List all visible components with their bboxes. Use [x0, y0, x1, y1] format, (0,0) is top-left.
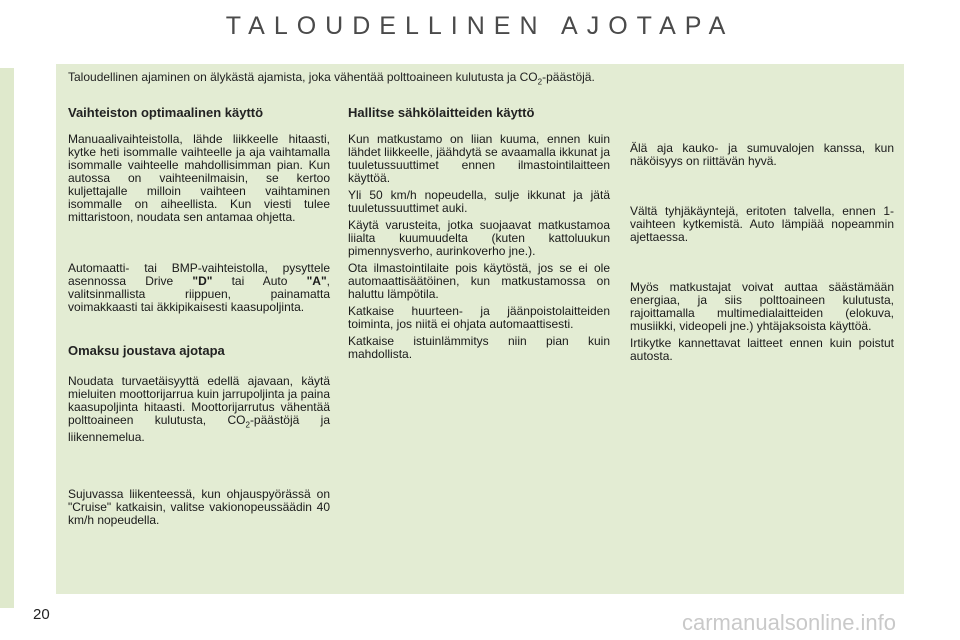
para-electrical-5: Katkaise huurteen- ja jäänpoistolaitteiden toiminta, jos niitä ei ohjata automaattisesti. [348, 304, 610, 331]
para-electrical-6: Katkaise istuinlämmitys niin pian kuin mahdollista. [348, 334, 610, 361]
para-automatic [68, 262, 330, 314]
intro-text-b: -päästöjä. [542, 70, 595, 84]
para-idle: Vältä tyhjäkäyntejä, eritoten talvella, ennen 1-vaihteen kytkemistä. Auto lämpiää nopeammin ajettaessa. [630, 204, 894, 244]
para-lights: Älä aja kauko- ja sumuvalojen kanssa, kun näköisyys on riittävän hyvä. [630, 141, 894, 168]
heading-electrical: Hallitse sähkölaitteiden käyttö [348, 105, 535, 120]
para-distance-sub: 2 [245, 420, 250, 430]
para-cruise: Sujuvassa liikenteessä, kun ohjauspyörässä on "Cruise" katkaisin, valitse vakionopeussäädin 40 km/h nopeudella. [68, 487, 330, 528]
intro-sub: 2 [537, 77, 543, 87]
heading-gearbox: Vaihteiston optimaalinen käyttö [68, 105, 264, 120]
para-automatic-a: Automaatti- tai BMP-vaihteistolla, pysyttele asennossa Drive [68, 261, 330, 288]
para-automatic-auto: "A" [306, 274, 327, 288]
para-electrical-4: Ota ilmastointilaite pois käytöstä, jos se ei ole automaattisäätöinen, kun matkustamossa on haluttu lämpötila. [348, 261, 610, 301]
para-devices: Irtikytke kannettavat laitteet ennen kuin poistut autosta. [630, 336, 894, 363]
para-automatic-e: , valitsinmallista riippuen, painamatta voimakkaasti tai äkkipikaisesti kaasupoljinta. [68, 274, 330, 314]
intro-text [68, 70, 595, 86]
right-column [630, 142, 894, 363]
para-manual: Manuaalivaihteistolla, lähde liikkeelle hitaasti, kytke heti isommalle vaihteelle ja aja vaihtamalla isommalle vaihteelle mahdollisimman pian. Kun autossa on vaihteenilmaisin, se kertoo kuljettajalle milloin vaihteen vaihtaminen isommalle on aiheellista. Kun viesti tulee mittaristoon, noudata sen antamaa ohjetta. [68, 132, 330, 224]
para-distance [68, 375, 330, 444]
page-title: TALOUDELLINEN AJOTAPA [225, 12, 735, 40]
side-strip [0, 68, 14, 608]
para-automatic-d: "D" [192, 274, 213, 288]
para-passengers: Myös matkustajat voivat auttaa säästämään energiaa, ja siis polttoaineen kulutusta, rajoittamalla multimedialaitteiden (elokuva, musiikki, videopeli jne.) yhtäjaksoista käyttöä. [630, 280, 894, 333]
heading-driving-style: Omaksu joustava ajotapa [68, 343, 225, 358]
para-electrical-3: Käytä varusteita, jotka suojaavat matkustamoa liialta kuumuudelta (kuten kattoluukun pimennysverho, aurinkoverho jne.). [348, 218, 610, 258]
watermark: carmanualsonline.info [682, 610, 897, 635]
para-electrical-1: Kun matkustamo on liian kuuma, ennen kuin lähdet liikkeelle, jäähdytä se avaamalla ikkunat ja tuuletussuuttimet ennen ilmastointilaitteen käyttöä. [348, 132, 610, 185]
content-panel [56, 64, 904, 594]
left-column [68, 106, 330, 527]
para-distance-a: Noudata turvaetäisyyttä edellä ajavaan, käytä mieluiten moottorijarrua kuin jarrupoljinta ja paina kaasupoljinta hitaasti. Moottorijarrutus vähentää polttoaineen kulutusta, CO [68, 374, 330, 427]
para-electrical-2: Yli 50 km/h nopeudella, sulje ikkunat ja jätä tuuletussuuttimet auki. [348, 188, 610, 215]
page-number: 20 [33, 606, 50, 623]
intro-text-a: Taloudellinen ajaminen on älykästä ajamista, joka vähentää polttoaineen kulutusta ja CO [68, 70, 538, 84]
para-distance-b: -päästöjä ja liikennemelua. [68, 413, 331, 445]
middle-column [348, 106, 610, 361]
para-automatic-c: tai Auto [212, 274, 307, 288]
